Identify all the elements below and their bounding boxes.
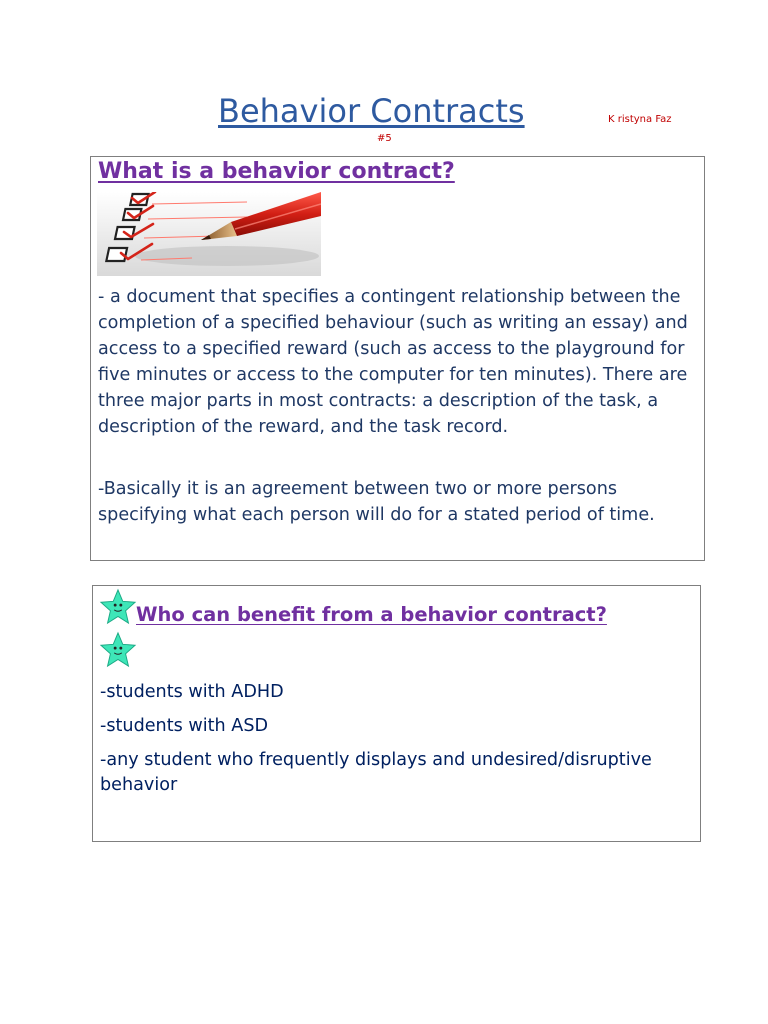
checklist-pencil-image	[97, 192, 321, 276]
summary-paragraph: -Basically it is an agreement between two or more persons specifying what each person will do for a stated period of time.	[98, 479, 655, 525]
star-icon	[99, 588, 137, 626]
star-icon	[99, 631, 137, 669]
list-item: -students with ASD	[100, 716, 269, 736]
definition-box	[90, 156, 705, 561]
benefit-heading: Who can benefit from a behavior contract?	[136, 603, 607, 626]
list-item: -students with ADHD	[100, 682, 284, 702]
author-name: K ristyna Faz	[608, 114, 672, 125]
benefit-list	[100, 680, 690, 807]
benefit-box	[92, 585, 701, 842]
page-title: Behavior Contracts	[218, 92, 525, 130]
page-number: #5	[377, 133, 392, 144]
definition-paragraph: - a document that specifies a contingent relationship between the completion of a specified behaviour (such as writing an essay) and access to a specified reward (such as access to the playground for five minutes or access to the computer for ten minutes). There are three major parts in most contracts: a description of the task, a description of the reward, and the task record.	[98, 287, 688, 437]
list-item: -any student who frequently displays and undesired/disruptive behavior	[100, 750, 652, 795]
definition-heading: What is a behavior contract?	[98, 159, 455, 184]
